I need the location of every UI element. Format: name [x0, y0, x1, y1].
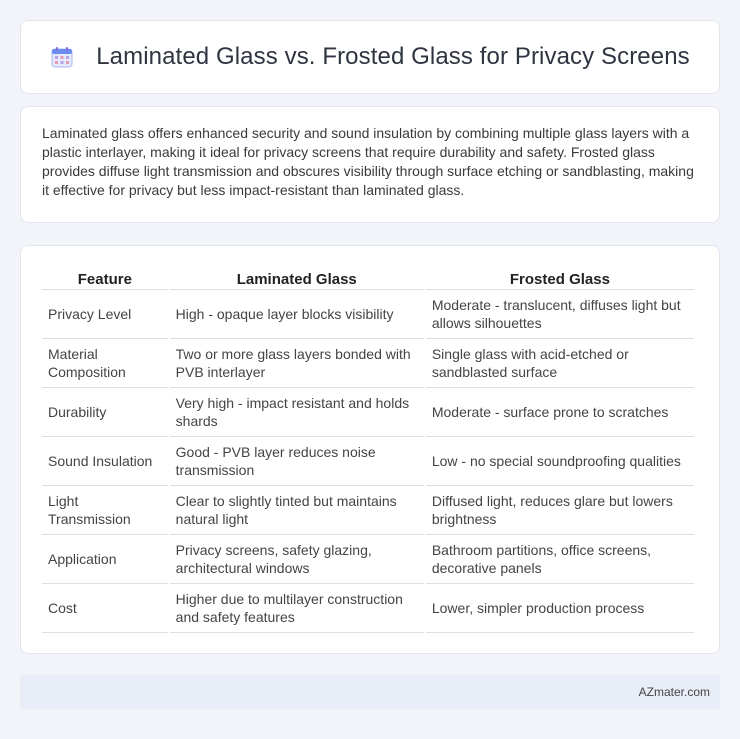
title-card	[20, 20, 720, 94]
feature-cell: Light Transmission	[42, 486, 168, 535]
intro-card	[20, 106, 720, 223]
table-row	[42, 339, 694, 388]
header-frosted-glass: Frosted Glass	[426, 268, 694, 290]
feature-cell: Material Composition	[42, 339, 168, 388]
header-feature: Feature	[42, 268, 168, 290]
laminated-cell: High - opaque layer blocks visibility	[170, 290, 424, 339]
laminated-cell: Privacy screens, safety glazing, architectural windows	[170, 535, 424, 584]
table-row	[42, 388, 694, 437]
table-header-row	[42, 268, 694, 290]
intro-paragraph: Laminated glass offers enhanced security and sound insulation by combining multiple glass layers with a plastic interlayer, making it ideal for privacy screens that require durability and safety. Frosted glass provides diffuse light transmission and obscures visibility through surface etching or sandblasting, making it effective for privacy but less impact-resistant than laminated glass.	[42, 125, 694, 198]
table-row	[42, 584, 694, 633]
frosted-cell: Single glass with acid-etched or sandblasted surface	[426, 339, 694, 388]
laminated-cell: Clear to slightly tinted but maintains natural light	[170, 486, 424, 535]
comparison-table-card	[20, 245, 720, 654]
laminated-cell: Two or more glass layers bonded with PVB interlayer	[170, 339, 424, 388]
laminated-cell: Very high - impact resistant and holds shards	[170, 388, 424, 437]
frosted-cell: Bathroom partitions, office screens, decorative panels	[426, 535, 694, 584]
laminated-cell: Good - PVB layer reduces noise transmission	[170, 437, 424, 486]
table-row	[42, 437, 694, 486]
header-laminated-glass: Laminated Glass	[170, 268, 424, 290]
feature-cell: Privacy Level	[42, 290, 168, 339]
table-row	[42, 486, 694, 535]
calendar-icon	[50, 45, 74, 69]
frosted-cell: Low - no special soundproofing qualities	[426, 437, 694, 486]
frosted-cell: Diffused light, reduces glare but lowers brightness	[426, 486, 694, 535]
table-row	[42, 535, 694, 584]
frosted-cell: Moderate - surface prone to scratches	[426, 388, 694, 437]
footer-site-name: AZmater.com	[638, 685, 710, 699]
feature-cell: Cost	[42, 584, 168, 633]
frosted-cell: Moderate - translucent, diffuses light but allows silhouettes	[426, 290, 694, 339]
frosted-cell: Lower, simpler production process	[426, 584, 694, 633]
page-title: Laminated Glass vs. Frosted Glass for Privacy Screens	[96, 43, 690, 70]
footer	[20, 675, 720, 709]
feature-cell: Sound Insulation	[42, 437, 168, 486]
table-row	[42, 290, 694, 339]
laminated-cell: Higher due to multilayer construction and safety features	[170, 584, 424, 633]
feature-cell: Durability	[42, 388, 168, 437]
comparison-table	[40, 268, 696, 633]
feature-cell: Application	[42, 535, 168, 584]
